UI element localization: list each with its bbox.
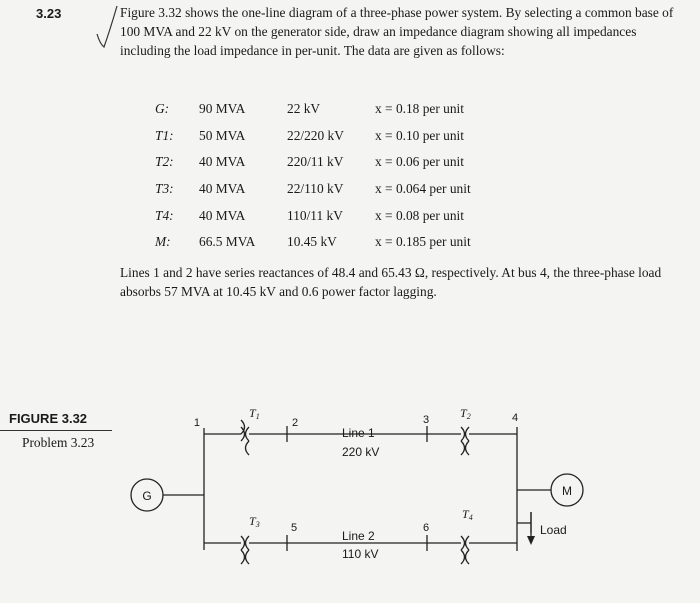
table-cell-name: T2: — [155, 154, 174, 170]
figure-label: FIGURE 3.32 — [9, 411, 88, 426]
bus-6-label: 6 — [423, 522, 430, 534]
bus-5-label: 5 — [291, 522, 298, 534]
problem-statement: Figure 3.32 shows the one-line diagram of a three-phase power system. By selecting a common base of 100 MVA and 22 kV on the generator side, draw an impedance diagram showing all impedances including the load impedance in per-unit. The data are given as follows: — [120, 5, 674, 58]
generator-label: G — [142, 489, 152, 503]
bus-4-label: 4 — [512, 412, 519, 424]
table-cell-voltage: 110/11 kV — [287, 207, 343, 223]
table-cell-reactance: x = 0.064 per unit — [375, 181, 471, 197]
line-2-label: Line 2 — [342, 529, 375, 543]
t4-label: T4 — [462, 507, 473, 522]
line-data-statement: Lines 1 and 2 have series reactances of 48.4 and 65.43 Ω, respectively. At bus 4, the three-phase load absorbs 57 MVA at 10.45 kV and 0.6 power factor lagging. — [120, 265, 662, 299]
table-cell-voltage: 22/220 kV — [287, 127, 344, 143]
table-cell-rating: 40 MVA — [199, 207, 246, 223]
table-cell-name: T4: — [155, 207, 174, 223]
line-1-voltage: 220 kV — [342, 445, 380, 459]
line-1-label: Line 1 — [342, 426, 375, 440]
load-arrow-icon — [527, 512, 535, 545]
figure-caption: Problem 3.23 — [22, 435, 95, 450]
bus-1-label: 1 — [193, 417, 200, 429]
table-cell-reactance: x = 0.10 per unit — [375, 127, 465, 143]
t3-label: T3 — [249, 514, 260, 529]
motor-label: M — [562, 484, 572, 498]
table-cell-voltage: 10.45 kV — [287, 234, 337, 250]
table-cell-voltage: 220/11 kV — [287, 154, 344, 170]
table-cell-name: M: — [155, 234, 171, 250]
problem-number: 3.23 — [36, 6, 62, 21]
table-cell-rating: 40 MVA — [199, 154, 246, 170]
table-cell-voltage: 22 kV — [287, 101, 321, 117]
table-cell-reactance: x = 0.08 per unit — [375, 207, 465, 223]
bus-2-label: 2 — [292, 417, 299, 429]
table-cell-rating: 90 MVA — [199, 101, 246, 117]
table-cell-reactance: x = 0.185 per unit — [375, 234, 471, 250]
t1-secondary-coil — [246, 427, 250, 441]
table-cell-voltage: 22/110 kV — [287, 181, 344, 197]
table-cell-name: G: — [155, 101, 170, 117]
table-cell-rating: 40 MVA — [199, 181, 246, 197]
t1-label: T1 — [249, 406, 260, 421]
bus-3-label: 3 — [423, 414, 430, 426]
table-cell-name: T3: — [155, 181, 174, 197]
table-cell-reactance: x = 0.06 per unit — [375, 154, 465, 170]
load-label: Load — [540, 523, 567, 537]
table-cell-reactance: x = 0.18 per unit — [375, 101, 465, 117]
table-cell-rating: 66.5 MVA — [199, 234, 256, 250]
table-cell-rating: 50 MVA — [199, 127, 246, 143]
line-2-voltage: 110 kV — [342, 547, 379, 561]
t2-label: T2 — [460, 406, 471, 421]
table-cell-name: T1: — [155, 127, 174, 143]
